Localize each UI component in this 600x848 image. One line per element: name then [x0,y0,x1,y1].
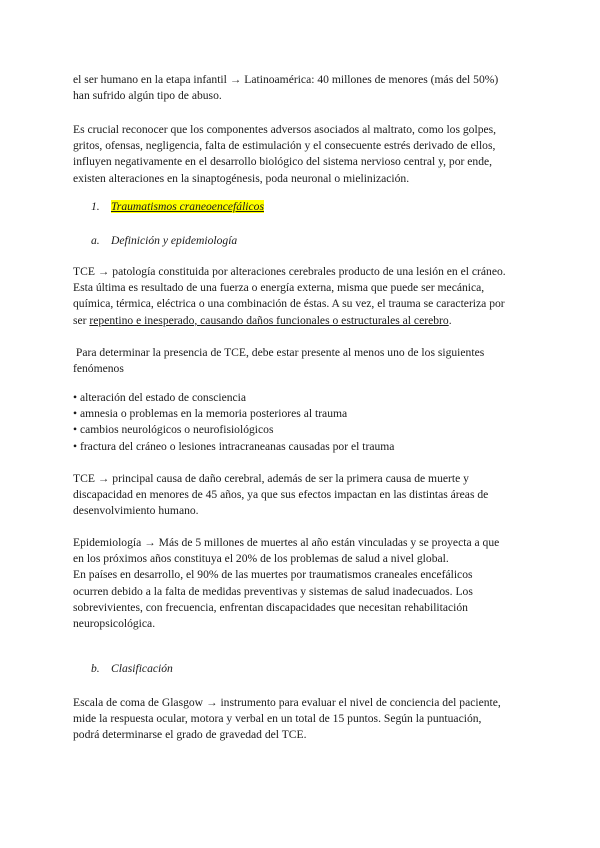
section-heading-1 [91,199,264,215]
text-line: Epidemiología → Más de 5 millones de muertes al año están vinculadas y se proyecta a que [73,536,500,549]
subsection-title: Clasificación [111,662,173,675]
text-line: mide la respuesta ocular, motora y verbal en un total de 15 puntos. Según la puntuación, [73,712,482,726]
paragraph-abuse-stats [73,72,528,104]
text-line: fenómenos [73,362,124,376]
paragraph-epidemiology [73,535,528,632]
text-line: desenvolvimiento humano. [73,504,199,518]
subsection-heading-a [91,233,237,249]
subsection-heading-b [91,661,173,677]
list-item: • amnesia o problemas en la memoria posteriores al trauma [73,407,348,421]
text-line: podrá determinarse el grado de gravedad del TCE. [73,728,307,742]
text-line: discapacidad en menores de 45 años, ya que sus efectos impactan en las distintas áreas de [73,488,489,502]
text-line: ser repentino e inesperado, causando daños funcionales o estructurales al cerebro. [73,313,452,327]
text-line: Para determinar la presencia de TCE, debe estar presente al menos uno de los siguientes [73,346,485,359]
bullet-list [73,390,528,455]
text-line: neuropsicológica. [73,617,156,631]
text-line: Esta última es resultado de una fuerza o energía externa, misma que puede ser mecánica, [73,281,485,295]
paragraph-tce-definition [73,264,528,329]
list-item: • cambios neurológicos o neurofisiológicos [73,423,274,437]
text-line: en los próximos años constituya el 20% de los problemas de salud a nivel global. [73,552,449,566]
paragraph-maltreatment [73,122,528,187]
text-line: existen alteraciones en la sinaptogénesis, poda neuronal o mielinización. [73,171,410,185]
text-line: Escala de coma de Glasgow → instrumento para evaluar el nivel de conciencia del paciente, [73,696,501,709]
text-line: influyen negativamente en el desarrollo biológico del sistema nervioso central y, por ende, [73,155,493,169]
text-line: el ser humano en la etapa infantil → Latinoamérica: 40 millones de menores (más del 50%) [73,73,499,86]
text-line: En países en desarrollo, el 90% de las muertes por traumatismos craneales encefálicos [73,568,473,582]
text-line: gritos, ofensas, negligencia, falta de estimulación y el consecuente estrés derivado de ellos, [73,139,496,153]
list-item: • alteración del estado de consciencia [73,391,247,404]
paragraph-tce-cause [73,471,528,520]
underlined-text: repentino e inesperado, causando daños funcionales o estructurales al cerebro [89,313,449,327]
text-line: química, térmica, eléctrica o una combinación de éstas. A su vez, el trauma se caracteriza por [73,297,505,311]
paragraph-tce-presence [73,345,528,377]
text-line: ocurren debido a la falta de medidas preventivas y sistemas de salud inadecuados. Los [73,584,473,598]
list-item: • fractura del cráneo o lesiones intracraneanas causadas por el trauma [73,439,395,453]
paragraph-glasgow [73,695,528,744]
text-line: Es crucial reconocer que los componentes adversos asociados al maltrato, como los golpes, [73,123,497,136]
text-line: han sufrido algún tipo de abuso. [73,89,222,103]
text-line: TCE → principal causa de daño cerebral, además de ser la primera causa de muerte y [73,472,469,485]
section-number: 1. [91,200,100,213]
subsection-letter: a. [91,234,100,247]
text-line: TCE → patología constituida por alteraciones cerebrales producto de una lesión en el cráneo. [73,265,506,278]
section-title: Traumatismos craneoencefálicos [111,200,264,213]
text-line: sobrevivientes, con frecuencia, enfrentan discapacidades que necesitan rehabilitación [73,600,468,614]
subsection-title: Definición y epidemiología [111,234,238,247]
subsection-letter: b. [91,662,100,675]
